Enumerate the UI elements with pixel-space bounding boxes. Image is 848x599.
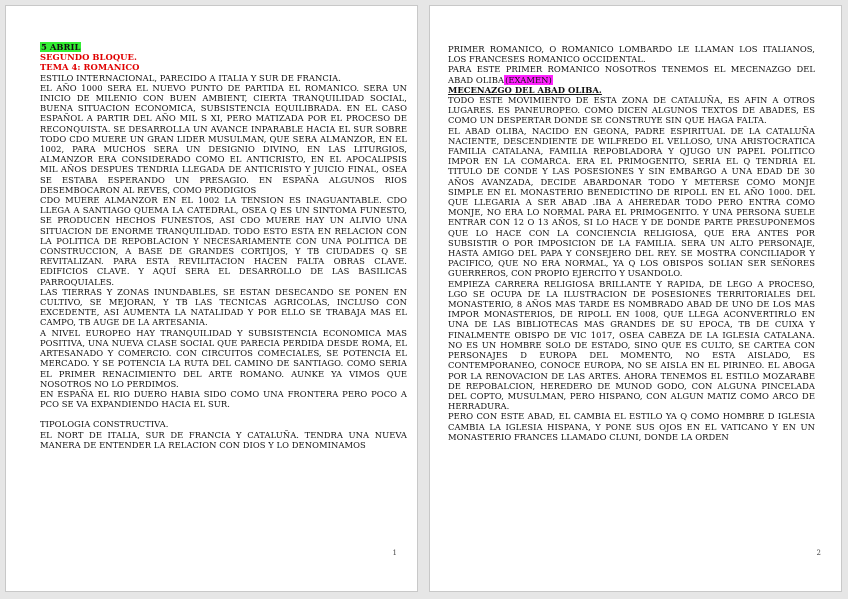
paragraph: LAS TIERRAS Y ZONAS INUNDABLES, SE ESTAN DESECANDO SE PONEN EN CULTIVO, SE MEJORAN, Y TB LAS TECNICAS AGRICOLAS, INCLUSO CON EXCEDENTE, ASI AUMENTA LA NATALIDAD Y POR ELLO SE TRABAJA MAS EL CAMPO, TB AUGE DE LA ARTESANIA. [40,286,407,328]
topic-heading: TEMA 4: ROMANICO [40,62,140,73]
exam-tag-highlight: (EXAMEN) [505,74,552,85]
paragraph: EL AÑO 1000 SERA EL NUEVO PUNTO DE PARTIDA EL ROMANICO. SERA UN INICIO DE MILENIO CON BUEN AMBIENT, CIERTA TRANQUILIDAD SOCIAL, BUENA SITUACION ECONOMICA, SUBSISTENCIA EQUILIBRADA. EN EL CASO ESPAÑOL A PARTIR DEL AÑO MIL S XI, PERO MATIZADA POR EL PROCESO DE RECONQUISTA. SE DESARROLLA UN AVANCE INPARABLE HACIA EL SUR SOBRE TODO CDO MUERE UN GRAN LIDER MUSULMAN, QUE SERA ALMANZOR, EN EL 1002, PARA MUCHOS SERA UN DESIGNIO DIVINO, EN LAS LITURGIOS, ALMANZOR ERA CONSIDERADO COMO EL ANTICRISTO, EN EL APOCALIPSIS MIL AÑOS DESPUES TENDRIA LLEGADA DE ANTICRISTO Y JUICIO FINAL, OSEA SE ESTABA ESPERANDO UN PRESAGIO. EN ESPAÑA ALGUNOS RIOS DESEMBOCARON AL REVES, COMO PRODIGIOS [40,82,407,195]
document-page-1 [6,6,417,591]
section-heading: MECENAZGO DEL ABAD OLIBA. [448,84,602,95]
mecenazgo-intro-line [448,64,815,84]
paragraph: ESTILO INTERNACIONAL, PARECIDO A ITALIA Y SUR DE FRANCIA. [40,72,341,83]
paragraph: PRIMER ROMANICO, O ROMANICO LOMBARDO LE LLAMAN LOS ITALIANOS, LOS FRANCESES ROMANICO OCCIDENTAL. [448,44,815,65]
paragraph: A NIVEL EUROPEO HAY TRANQUILIDAD Y SUBSISTENCIA ECONOMICA MAS POSITIVA, UNA NUEVA CLASE SOCIAL QUE PARECIA PERDIDA DESDE ROMA, EL ARTESANADO Y COMERCIO. CON CIRCUITOS COMECIALES, SE POTENCIA EL MERCADO. Y SE POTENCIA LA RUTA DEL CAMINO DE SANTIAGO. COMO SERIA EL PRIMER RENACIMIENTO DEL ARTE ROMANO. AUNKE YA VIMOS QUE NOSOTROS NO LO PERDIMOS. [40,327,407,389]
paragraph: EL NORT DE ITALIA, SUR DE FRANCIA Y CATALUÑA. TENDRA UNA NUEVA MANERA DE ENTENDER LA RELACION CON DIOS Y LO DENOMINAMOS [40,429,407,450]
page-number: 1 [392,549,397,557]
paragraph: PERO CON ESTE ABAD, EL CAMBIA EL ESTILO YA Q COMO HOMBRE D IGLESIA CAMBIA LA IGLESIA HISPANA, Y PONE SUS OJOS EN EL VATICANO Y EN UN MONASTERIO FRANCES LLAMADO CLUNI, DONDE LA ORDEN [448,411,815,442]
document-page-2 [430,6,841,591]
paragraph: EMPIEZA CARRERA RELIGIOSA BRILLANTE Y RAPIDA, DE LEGO A PROCESO, LGO SE OCUPA DE LA ILUSTRACION DE POSESIONES TERRITORIALES DEL MONASTERIO, 8 AÑOS MAS TARDE ES NOMBRADO ABAD DE UNO DE LOS MAS IMPOR MONASTERIOS, DE RIPOLL EN 1008, QUE LLEGA ACONVERTIRLO EN UNA DE LAS BIBLIOTECAS MAS GRANDES DE SU EPOCA, TB DE CUIXA Y FINALMENTE OBISPO DE VIC 1017, OSEA CABEZA DE LA IGLESIA CATALANA. NO ES UN HOMBRE SOLO DE ESTADO, SINO QUE ES CULTO, SE CARTEA CON PERSONAJES D EUROPA DEL MOMENTO, NO ESTA AISLADO, ES CONTEMPORANEO, CONOCE EUROPA, NO SE AISLA EN EL PIRINEO. EL ABOGA POR LA RENOVACION DE LAS ARTES. AHORA TENEMOS EL ESTILO MOZARABE DE REPOBALCION, HEREDERO DE MUNOD GODO, CON ALGUNA PINCELADA DEL COPTO, MUSULMAN, PERO HISPANO, CON ALGUN MATIZ COMO ARCO DE HERRADURA. [448,278,815,412]
paragraph: TODO ESTE MOVIMIENTO DE ESTA ZONA DE CATALUÑA, ES AFIN A OTROS LUGARES. ES PANEUROPEO. COMO DICEN ALGUNOS TEXTOS DE ABADES, ES COMO UN DESPERTAR DONDE SE CONSTRUYE SIN QUE HAGA FALTA. [448,95,815,126]
page-2-content [448,44,815,442]
section-heading: TIPOLOGIA CONSTRUCTIVA. [40,419,169,430]
paragraph: EN ESPAÑA EL RIO DUERO HABIA SIDO COMO UNA FRONTERA PERO POCO A PCO SE VA EXPANDIENDO HACIA EL SUR. [40,388,407,410]
block-heading: SEGUNDO BLOQUE. [40,52,137,63]
page-number: 2 [816,549,821,557]
spacer [40,409,407,419]
date-highlight: 5 ABRIL [41,42,81,52]
mecenazgo-intro: PARA ESTE PRIMER ROMANICO NOSOTROS TENEMOS EL MECENAZGO DEL ABAD OLIBA [448,64,815,85]
paragraph: CDO MUERE ALMANZOR EN EL 1002 LA TENSION ES INAGUANTABLE. CDO LLEGA A SANTIAGO QUEMA LA CATEDRAL, OSEA Q ES UN SINTOMA FUNESTO, SE PRODUCEN HECHOS FUNESTOS, ASI CDO MUERE HAY UN ALIVIO UNA SITUACION DE ENORME TRANQUILIDAD. TODO ESTO ESTA EN RELACION CON LA POLITICA DE REPOBLACION Y NECESARIAMENTE CON UNA POLITICA DE CONSTRUCCION, A BASE DE GRANDES CORTIJOS, Y TB CIUDADES Q SE REVITALIZAN. PARA ESTA REVILITACION HACEN FALTA OBRAS CLAVE. EDIFICIOS CLAVE. Y AQUÍ SERA EL DESARROLLO DE LAS BASILICAS PARROQUIALES. [40,195,407,287]
page-1-content [40,42,407,450]
paragraph: EL ABAD OLIBA, NACIDO EN GEONA, PADRE ESPIRITUAL DE LA CATALUÑA NACIENTE, DESCENDIENTE DE WILFREDO EL VELLOSO, UNA ARISTOCRATICA FAMILIA CATALANA, FAMILIA REPOBLADORA Y QJUGO UN PAPEL POLITICO IMPOR EN LA COMARCA. ERA EL PRIMOGENITO, SERIA EL Q TENDRIA EL TITULO DE CONDE Y LAS POSESIONES Y SIN EMBARGO A UNA EDAD DE 30 AÑOS AVANZADA, DECIDE ABARDONAR TODO Y METERSE COMO MONJE SIMPLE EN EL MONASTERIO BENEDICTINO DE RIPOLL EN EL AÑO 1000. DEL QUE LLEGARIA A SER ABAD .IBA A AHEREDAR TODO PERO ENTRA COMO MONJE, NO ERA LO NORMAL PARA EL PRIMOGENITO. Y UNA PERSONA SUELE ENTRAR CON 12 O 13 AÑOS, SI LO HACE Y DE DONDE PARTE PRESUPONEMOS QUE LO HACE CON LA CONCIENCIA RELIGIOSA, QUE ERA ANTES POR SUBSISTIR O POR IMPOSICION DE LA FAMILIA. SERA UN ALTO PERSONAJE, HASTA AMIGO DEL PAPA Y CONSEJERO DEL REY. SE MOSTRA CONCILIADOR Y PACIFICO, QUE NO ERA NORMAL, YA Q LOS OBISPOS SOLIAN SER SEÑORES GUERREROS, CON PROPIO EJERCITO Y USANDOLO. [448,125,815,279]
